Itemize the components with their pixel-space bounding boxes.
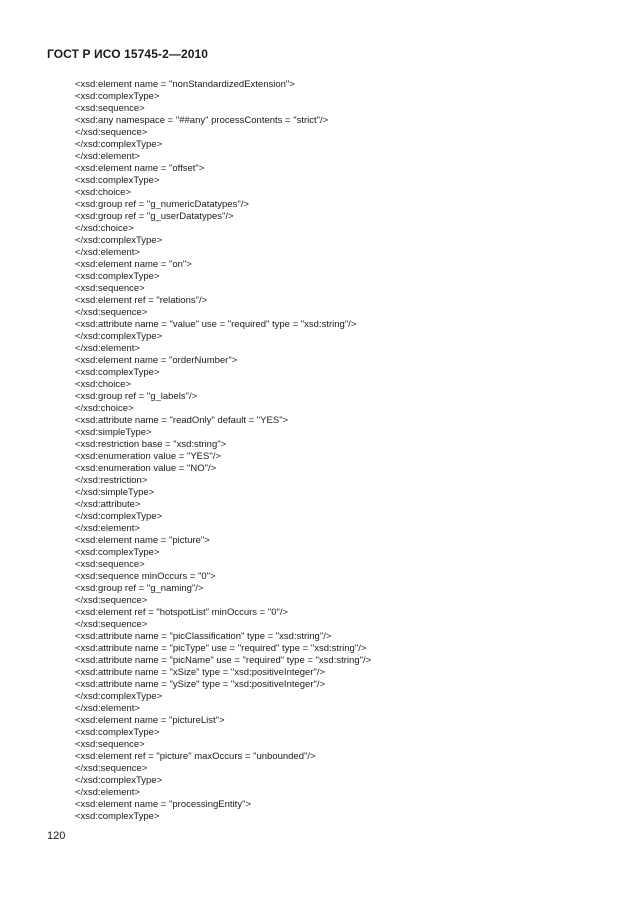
code-line: <xsd:element name = "processingEntity"> bbox=[75, 799, 251, 810]
code-line: <xsd:sequence> bbox=[75, 283, 145, 294]
code-line: </xsd:restriction> bbox=[75, 475, 148, 486]
code-line: <xsd:enumeration value = "NO"/> bbox=[75, 463, 217, 474]
code-line: <xsd:enumeration value = "YES"/> bbox=[75, 451, 221, 462]
code-line: </xsd:sequence> bbox=[75, 595, 148, 606]
code-line: <xsd:complexType> bbox=[75, 271, 160, 282]
code-line: <xsd:complexType> bbox=[75, 175, 160, 186]
code-line: <xsd:element name = "offset"> bbox=[75, 163, 205, 174]
code-line: </xsd:sequence> bbox=[75, 763, 148, 774]
code-line: <xsd:group ref = "g_userDatatypes"/> bbox=[75, 211, 234, 222]
code-line: </xsd:sequence> bbox=[75, 307, 148, 318]
code-line: </xsd:complexType> bbox=[75, 139, 163, 150]
code-line: </xsd:complexType> bbox=[75, 511, 163, 522]
code-line: <xsd:sequence> bbox=[75, 739, 145, 750]
code-line: <xsd:restriction base = "xsd:string"> bbox=[75, 439, 227, 450]
code-line: <xsd:complexType> bbox=[75, 91, 160, 102]
code-line: <xsd:group ref = "g_naming"/> bbox=[75, 583, 204, 594]
code-line: </xsd:sequence> bbox=[75, 619, 148, 630]
code-line: </xsd:complexType> bbox=[75, 331, 163, 342]
code-line: </xsd:element> bbox=[75, 523, 140, 534]
code-line: </xsd:choice> bbox=[75, 403, 134, 414]
code-line: </xsd:element> bbox=[75, 247, 140, 258]
code-line: <xsd:element name = "nonStandardizedExtension"> bbox=[75, 79, 295, 90]
code-line: <xsd:element name = "orderNumber"> bbox=[75, 355, 238, 366]
code-line: <xsd:attribute name = "xSize" type = "xsd:positiveInteger"/> bbox=[75, 667, 326, 678]
code-line: </xsd:attribute> bbox=[75, 499, 141, 510]
code-line: <xsd:element ref = "hotspotList" minOccurs = "0"/> bbox=[75, 607, 289, 618]
code-line: <xsd:any namespace = "##any" processContents = "strict"/> bbox=[75, 115, 329, 126]
code-line: <xsd:sequence> bbox=[75, 103, 145, 114]
code-line: <xsd:attribute name = "picName" use = "required" type = "xsd:string"/> bbox=[75, 655, 372, 666]
code-line: <xsd:sequence minOccurs = "0"> bbox=[75, 571, 216, 582]
code-line: <xsd:attribute name = "picClassification" type = "xsd:string"/> bbox=[75, 631, 332, 642]
code-line: <xsd:attribute name = "readOnly" default = "YES"> bbox=[75, 415, 289, 426]
code-line: <xsd:attribute name = "picType" use = "required" type = "xsd:string"/> bbox=[75, 643, 367, 654]
code-line: <xsd:complexType> bbox=[75, 547, 160, 558]
code-line: <xsd:element name = "pictureList"> bbox=[75, 715, 225, 726]
code-line: </xsd:element> bbox=[75, 343, 140, 354]
code-line: <xsd:attribute name = "ySize" type = "xsd:positiveInteger"/> bbox=[75, 679, 326, 690]
code-line: </xsd:complexType> bbox=[75, 235, 163, 246]
code-line: <xsd:complexType> bbox=[75, 727, 160, 738]
code-line: </xsd:element> bbox=[75, 151, 140, 162]
document-header: ГОСТ Р ИСО 15745-2—2010 bbox=[47, 47, 209, 61]
code-line: <xsd:element ref = "picture" maxOccurs = "unbounded"/> bbox=[75, 751, 316, 762]
code-line: <xsd:sequence> bbox=[75, 559, 145, 570]
code-line: <xsd:attribute name = "value" use = "required" type = "xsd:string"/> bbox=[75, 319, 357, 330]
code-line: <xsd:complexType> bbox=[75, 811, 160, 822]
xsd-code-listing bbox=[75, 79, 371, 823]
code-line: <xsd:group ref = "g_labels"/> bbox=[75, 391, 198, 402]
page-number: 120 bbox=[47, 830, 66, 842]
code-line: <xsd:element ref = "relations"/> bbox=[75, 295, 208, 306]
code-line: <xsd:simpleType> bbox=[75, 427, 152, 438]
code-line: <xsd:element name = "on"> bbox=[75, 259, 192, 270]
code-line: </xsd:sequence> bbox=[75, 127, 148, 138]
code-line: <xsd:element name = "picture"> bbox=[75, 535, 210, 546]
code-line: </xsd:simpleType> bbox=[75, 487, 155, 498]
code-line: </xsd:element> bbox=[75, 703, 140, 714]
code-line: <xsd:choice> bbox=[75, 379, 131, 390]
code-line: </xsd:choice> bbox=[75, 223, 134, 234]
code-line: </xsd:complexType> bbox=[75, 775, 163, 786]
code-line: </xsd:complexType> bbox=[75, 691, 163, 702]
code-line: <xsd:choice> bbox=[75, 187, 131, 198]
code-line: <xsd:complexType> bbox=[75, 367, 160, 378]
code-line: </xsd:element> bbox=[75, 787, 140, 798]
code-line: <xsd:group ref = "g_numericDatatypes"/> bbox=[75, 199, 249, 210]
